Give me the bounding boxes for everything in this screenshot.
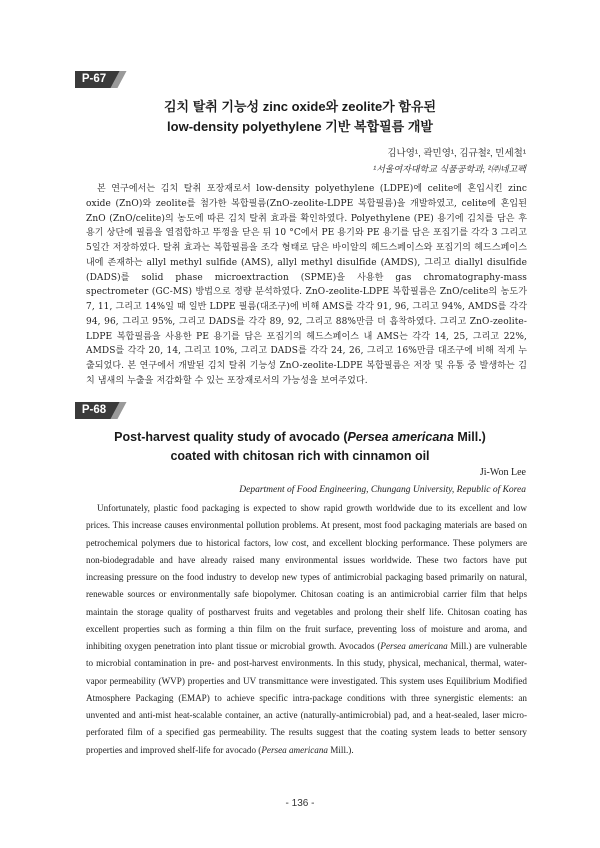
author-affiliation: Department of Food Engineering, Chungang University, Republic of Korea: [239, 485, 526, 495]
title-text: Post-harvest quality study of avocado (: [114, 430, 348, 444]
abstract-number-badge: [75, 402, 122, 419]
badge-label: P-67: [81, 73, 107, 85]
badge-label: P-68: [81, 404, 107, 416]
abstract-text: Mill.).: [328, 744, 354, 755]
page-number: - 136 -: [285, 798, 315, 809]
abstract-body: 본 연구에서는 김치 탈취 포장재로서 low-density polyethylene (LDPE)에 celite에 혼입시킨 zinc oxide (ZnO)와 zeolite를 첨가한 복합필름(ZnO-zeolite-LDPE 복합필름)을 개발하였고, celite에 혼입된 ZnO (ZnO/celite)의 농도에 따른 김치 탈취 효과를 확인하였다. Polyethylene (PE) 용기에 김치를 담은 후 용기 상단에 필름을 열접합하고 뚜껑을 닫은 뒤 10 °C에서 PE 용기와 PE 용기를 담은 포집기를 각각 3 그리고 5일간 저장하였다. 탈취 효과는 복합필름을 조각 형태로 담은 바이알의 헤드스페이스와 포집기의 헤드스페이스 내에 존재하는 allyl methyl sulfide (AMS), allyl methyl disulfide (AMDS), 그리고 diallyl disulfide (DADS)를 solid phase microextraction (SPME)을 사용한 gas chromatography-mass spectrometer (GC-MS) 방법으로 정량 분석하였다. ZnO-zeolite-LDPE 복합필름은 ZnO/celite의 농도가 7, 11, 그리고 14%일 때 일반 LDPE 필름(대조구)에 비해 AMS를 각각 91, 96, 그리고 94%, AMDS를 각각 94, 96, 그리고 95%, 그리고 DADS를 각각 89, 92, 그리고 88%만큼 더 흡착하였다. 그리고 ZnO-zeolite-LDPE 복합필름을 사용한 PE 용기를 담은 포집기의 헤드스페이스 내 AMS는 각각 14, 25, 그리고 22%, AMDS를 각각 20, 14, 그리고 10%, 그리고 DADS를 각각 24, 26, 그리고 16%만큼 대조구에 비해 적게 누출되었다. 본 연구에서 개발된 김치 탈취 기능성 ZnO-zeolite-LDPE 복합필름은 저장 및 유통 중 발생하는 김치 냄새의 누출을 저감화할 수 있는 포장재로서의 가능성을 보여주었다.: [86, 184, 527, 386]
author-affiliation: ¹서울여자대학교 식품공학과, ²㈜네고팩: [373, 164, 526, 174]
abstract-title: [0, 97, 600, 137]
title-line-1: [0, 428, 600, 447]
abstract-body: [86, 500, 527, 759]
author-list: Ji-Won Lee: [479, 467, 526, 478]
abstract-text: Mill.) are vulnerable to microbial contamination in pre- and post-harvest environments. In this study, physical, mechanical, thermal, water-vapor permeability (WVP) properties and UV transmittance were investigated. This system uses Equilibrium Modified Atmosphere Packaging (EMAP) to achieve specific intra-package conditions with three synergistic elements: an unvented and anti-mist heat-scalable container, an active (naturally-antimicrobial) pad, and a heat-sealed, laser micro-perforated film of a specified gas permeability. The results suggest that the coating system leads to better sensory properties and improved shelf-life for avocado (: [86, 641, 527, 755]
species-name: Persea americana: [261, 744, 328, 755]
abstract-number-badge: [75, 71, 122, 88]
abstract-text: Unfortunately, plastic food packaging is expected to show rapid growth worldwide due to its excellent and low prices. This increase causes environmental pollution problems. At present, most food packaging materials are based on petrochemical polymers due to historical factors, low cost, and excellent blocking performance. These polymers are non-biodegradable and have already raised many environmental issues worldwide. These two factors have put increasing pressure on the food industry to develop new types of antimicrobial packaging based primarily on natural, renewable sources or environmentally safe biopolymer. Chitosan coating is an antimicrobial carrier film that helps maintain the storage quality of postharvest fruits and vegetables and prolong their shelf life. Chitosan coating has excellent properties such as forming a thin film on the fruit surface, preventing loss of moisture and aroma, and inhibiting oxygen penetration into plant tissue or microbial growth. Avocados (: [86, 503, 527, 651]
title-species-name: Persea americana: [347, 430, 454, 444]
author-list: 김나영¹, 곽민영¹, 김규철², 민세철¹: [387, 148, 526, 159]
title-line-2: low-density polyethylene 기반 복합필름 개발: [167, 119, 433, 134]
title-line-2: coated with chitosan rich with cinnamon oil: [170, 449, 430, 463]
title-text: Mill.): [453, 430, 486, 444]
species-name: Persea americana: [380, 641, 448, 651]
abstract-title: [0, 428, 600, 466]
title-line-1: 김치 탈취 기능성 zinc oxide와 zeolite가 함유된: [163, 99, 437, 114]
